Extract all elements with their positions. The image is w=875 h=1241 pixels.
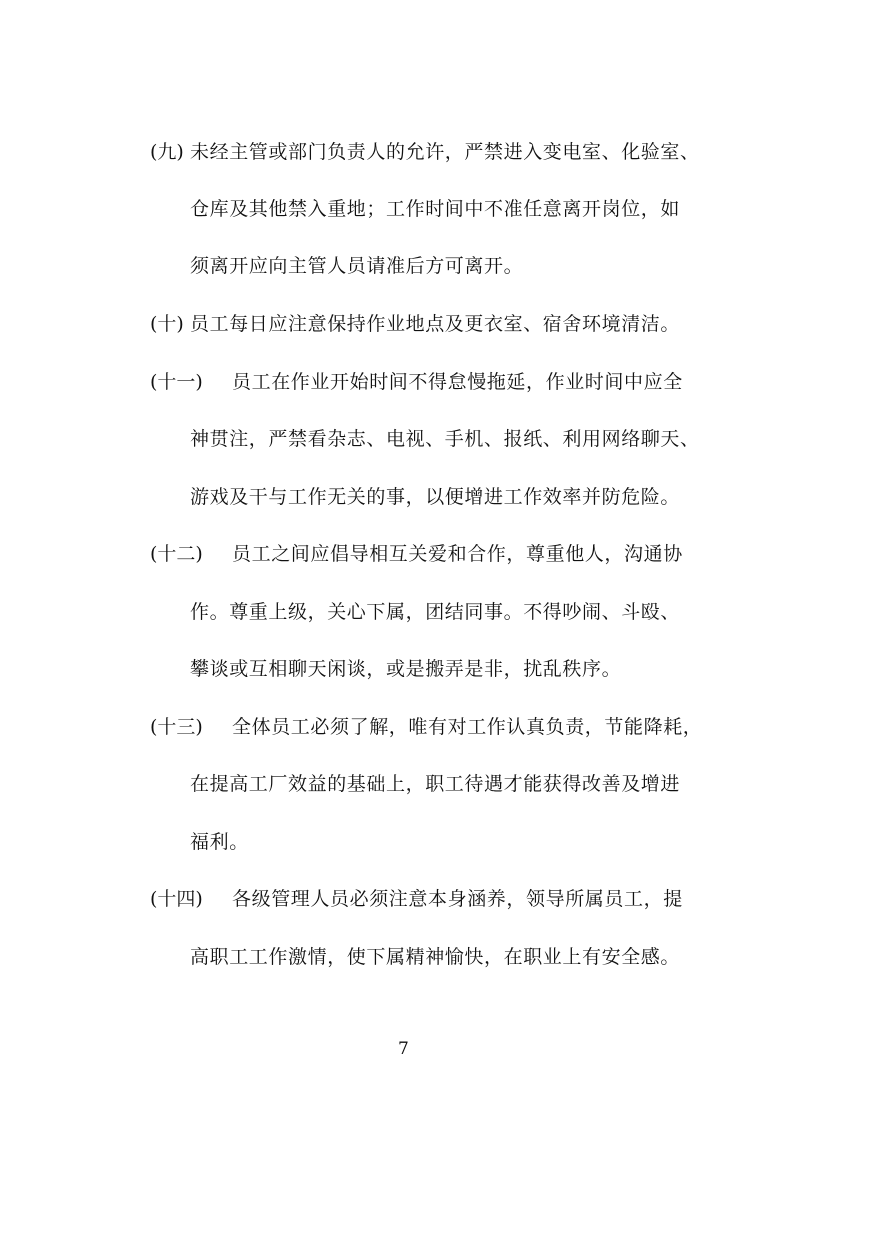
item-number: (十三)	[150, 716, 203, 738]
item-line: 攀谈或互相聊天闲谈，或是搬弄是非，扰乱秩序。	[190, 658, 622, 680]
item-number: (十四)	[150, 888, 203, 910]
item-line: 员工之间应倡导相互关爱和合作，尊重他人，沟通协	[232, 543, 683, 565]
item-line: 各级管理人员必须注意本身涵养，领导所属员工，提	[232, 888, 683, 910]
item-number: (十一)	[150, 371, 203, 393]
item-number: (十二)	[150, 543, 203, 565]
item-line: 全体员工必须了解，唯有对工作认真负责，节能降耗，	[232, 716, 703, 738]
item-line: 员工在作业开始时间不得怠慢拖延，作业时间中应全	[232, 371, 683, 393]
item-line: 须离开应向主管人员请准后方可离开。	[190, 255, 524, 277]
item-line: 福利。	[190, 831, 249, 853]
item-line: 员工每日应注意保持作业地点及更衣室、宿舍环境清洁。	[190, 313, 681, 335]
item-line: 游戏及干与工作无关的事，以便增进工作效率并防危险。	[190, 486, 681, 508]
item-number: (九)	[150, 141, 184, 163]
item-line: 仓库及其他禁入重地；工作时间中不准任意离开岗位，如	[190, 198, 681, 220]
item-line: 未经主管或部门负责人的允许，严禁进入变电室、化验室、	[190, 141, 700, 163]
item-number: (十)	[150, 313, 184, 335]
item-line: 神贯注，严禁看杂志、电视、手机、报纸、利用网络聊天、	[190, 428, 700, 450]
page-number: 7	[398, 1039, 409, 1059]
item-line: 在提高工厂效益的基础上，职工待遇才能获得改善及增进	[190, 773, 681, 795]
item-line: 高职工工作激情，使下属精神愉快，在职业上有安全感。	[190, 946, 681, 968]
item-line: 作。尊重上级，关心下属，团结同事。不得吵闹、斗殴、	[190, 601, 681, 623]
